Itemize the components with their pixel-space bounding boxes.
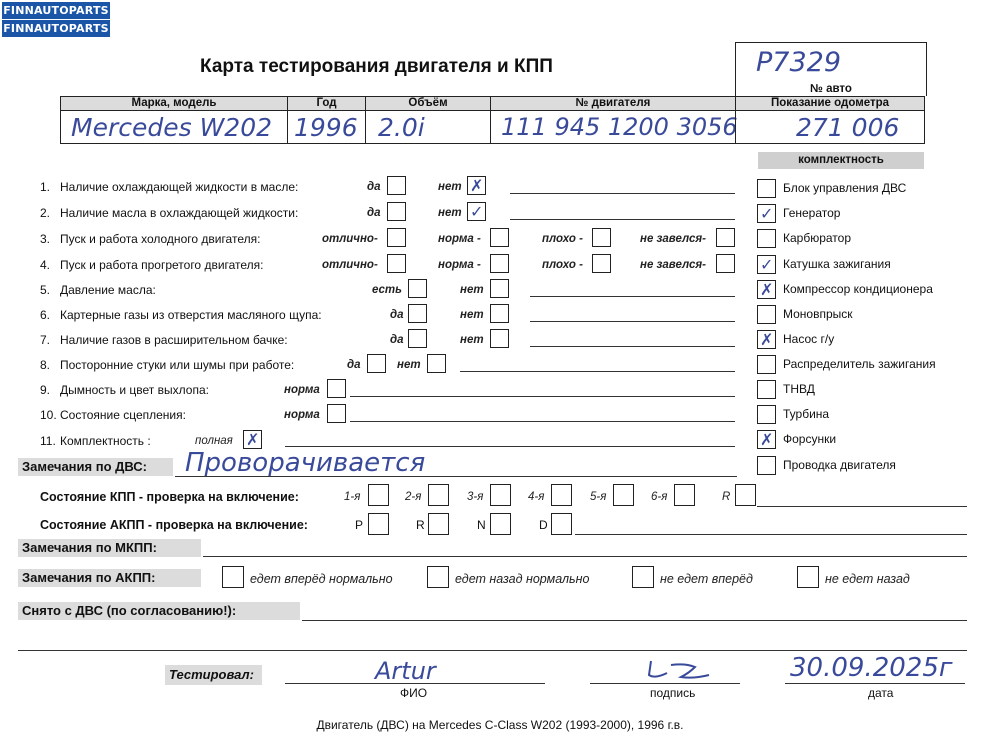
check-2-opt-no: нет (438, 207, 462, 219)
gear-label-1: 1-я (344, 491, 361, 503)
auto-gearbox-label: Состояние АКПП - проверка на включение: (40, 518, 308, 532)
compl-box-10[interactable] (757, 405, 776, 424)
compl-label-7: Насос г/у (783, 332, 835, 346)
check-num-8: 8. (40, 358, 51, 372)
manual-gearbox-line (757, 506, 967, 507)
cell-engine-no (490, 110, 736, 144)
check-1-line (510, 193, 735, 194)
gear-label-6: 6-я (651, 491, 668, 503)
compl-label-9: ТНВД (783, 382, 815, 396)
date-caption: дата (868, 686, 894, 700)
compl-label-8: Распределитель зажигания (783, 357, 936, 371)
check-text-3: Пуск и работа холодного двигателя: (60, 232, 261, 246)
akpp-box-2[interactable] (427, 566, 449, 588)
check-5-yes-box[interactable] (408, 279, 427, 298)
check-text-11: Комплектность : (60, 434, 151, 448)
gear-label-5: 5-я (590, 491, 607, 503)
compl-box-5[interactable] (757, 280, 776, 299)
akpp-remarks-label: Замечания по АКПП: (18, 569, 201, 587)
compl-box-3[interactable] (757, 229, 776, 248)
check-3-box-3[interactable] (592, 228, 611, 247)
check-num-6: 6. (40, 308, 51, 322)
check-num-1: 1. (40, 180, 51, 194)
check-num-9: 9. (40, 383, 51, 397)
tester-name-value: Artur (375, 657, 436, 685)
check-4-opt-3: плохо - (542, 259, 583, 271)
compl-box-8[interactable] (757, 355, 776, 374)
check-text-5: Давление масла: (60, 283, 156, 297)
check-5-opt-yes: есть (372, 284, 402, 296)
check-num-11: 11. (40, 434, 56, 448)
check-3-box-4[interactable] (716, 228, 735, 247)
compl-box-7[interactable] (757, 330, 776, 349)
engine-remarks-label: Замечания по ДВС: (18, 458, 173, 476)
mkpp-remarks-line (203, 556, 967, 557)
check-7-no-box[interactable] (490, 329, 509, 348)
compl-box-2[interactable] (757, 204, 776, 223)
check-8-opt-no: нет (397, 359, 421, 371)
compl-box-6[interactable] (757, 305, 776, 324)
compl-box-1[interactable] (757, 179, 776, 198)
car-number-box (735, 42, 927, 83)
compl-label-1: Блок управления ДВС (783, 181, 907, 195)
check-num-7: 7. (40, 333, 51, 347)
compl-box-12[interactable] (757, 456, 776, 475)
check-7-line (530, 346, 735, 347)
check-4-box-1[interactable] (387, 254, 406, 273)
photo-caption: Двигатель (ДВС) на Mercedes C-Class W202 (1993-2000), 1996 г.в. (316, 718, 684, 732)
gear-label-r: R (722, 491, 731, 503)
akpp-opt-2: едет назад нормально (455, 572, 590, 586)
watermark-logo-2: FINNAUTOPARTS (3, 22, 109, 35)
model-value: Mercedes W202 (71, 113, 273, 142)
col-odometer: Показание одометра (735, 96, 925, 111)
gear-box-r[interactable] (735, 484, 756, 506)
check-text-7: Наличие газов в расширительном бачке: (60, 333, 288, 347)
auto-gear-label-d: D (539, 518, 548, 532)
check-mark-icon: ✗ (760, 280, 774, 299)
akpp-box-1[interactable] (222, 566, 244, 588)
check-num-2: 2. (40, 206, 51, 220)
compl-label-4: Катушка зажигания (783, 257, 891, 271)
check-2-no-box[interactable] (467, 202, 486, 221)
check-2-line (510, 219, 735, 220)
check-num-10: 10. (40, 408, 57, 422)
cell-year (287, 110, 366, 144)
removed-line-2 (18, 650, 967, 651)
gear-label-3: 3-я (467, 491, 484, 503)
check-7-yes-box[interactable] (408, 329, 427, 348)
date-value: 30.09.2025г (790, 653, 953, 683)
auto-gear-box-n[interactable] (490, 513, 511, 535)
check-text-1: Наличие охлаждающей жидкости в масле: (60, 180, 299, 194)
check-8-opt-yes: да (347, 359, 361, 371)
auto-gear-label-r: R (416, 518, 425, 532)
odometer-value: 271 006 (796, 113, 900, 142)
auto-gear-label-p: P (355, 518, 364, 532)
compl-label-5: Компрессор кондиционера (783, 282, 933, 296)
gear-box-5[interactable] (613, 484, 634, 506)
col-volume: Объём (365, 96, 491, 111)
check-1-yes-box[interactable] (387, 176, 406, 195)
gear-box-4[interactable] (551, 484, 572, 506)
check-num-5: 5. (40, 283, 51, 297)
signature-caption: подпись (650, 686, 696, 700)
check-6-yes-box[interactable] (408, 304, 427, 323)
check-8-no-box[interactable] (427, 354, 446, 373)
removed-line-1 (302, 620, 967, 621)
check-1-opt-no: нет (438, 181, 462, 193)
check-6-opt-yes: да (390, 309, 404, 321)
check-2-opt-yes: да (367, 207, 381, 219)
check-mark-icon: ✗ (470, 176, 484, 195)
check-num-3: 3. (40, 232, 51, 246)
check-4-box-3[interactable] (592, 254, 611, 273)
check-5-no-box[interactable] (490, 279, 509, 298)
manual-gearbox-label: Состояние КПП - проверка на включение: (40, 490, 299, 504)
check-text-10: Состояние сцепления: (60, 408, 186, 422)
mkpp-remarks-label: Замечания по МКПП: (18, 539, 201, 557)
col-engine-no: № двигателя (490, 96, 736, 111)
cell-model (60, 110, 288, 144)
auto-gearbox-line (575, 534, 967, 535)
check-2-yes-box[interactable] (387, 202, 406, 221)
date-line (785, 683, 965, 684)
engine-remarks-value: Проворачивается (185, 448, 426, 478)
check-10-box[interactable] (327, 404, 346, 423)
check-10-opt: норма (284, 409, 320, 421)
check-4-opt-2: норма - (438, 259, 481, 271)
check-3-opt-2: норма - (438, 233, 481, 245)
check-mark-icon: ✗ (246, 430, 260, 449)
check-mark-icon: ✗ (760, 330, 774, 349)
check-4-box-2[interactable] (490, 254, 509, 273)
auto-gear-box-r[interactable] (428, 513, 449, 535)
removed-label: Снято с ДВС (по согласованию!): (18, 602, 300, 620)
check-5-opt-no: нет (460, 284, 484, 296)
check-1-opt-yes: да (367, 181, 381, 193)
auto-gear-box-p[interactable] (368, 513, 389, 535)
auto-gear-box-d[interactable] (551, 513, 572, 535)
cell-odometer (735, 110, 925, 144)
check-10-line (350, 421, 735, 422)
check-6-opt-no: нет (460, 309, 484, 321)
check-11-opt: полная (195, 435, 233, 447)
car-number-label: № авто (735, 82, 927, 96)
compl-label-10: Турбина (783, 407, 830, 421)
compl-label-2: Генератор (783, 206, 841, 220)
year-value: 1996 (294, 113, 358, 142)
akpp-opt-4: не едет назад (825, 572, 910, 586)
check-mark-icon: ✓ (470, 202, 484, 221)
check-mark-icon: ✗ (760, 430, 774, 449)
engine-remarks-line (175, 476, 737, 477)
check-7-opt-yes: да (390, 334, 404, 346)
check-6-line (530, 321, 735, 322)
page-title: Карта тестирования двигателя и КПП (200, 56, 553, 77)
gear-box-2[interactable] (428, 484, 449, 506)
check-11-line (285, 446, 735, 447)
check-mark-icon: ✓ (760, 255, 774, 274)
check-4-box-4[interactable] (716, 254, 735, 273)
check-4-opt-1: отлично- (322, 259, 378, 271)
check-4-opt-4: не завелся- (640, 259, 706, 271)
col-year: Год (287, 96, 366, 111)
check-text-2: Наличие масла в охлаждающей жидкости: (60, 206, 299, 220)
signature (645, 655, 725, 690)
signature-line (590, 683, 740, 684)
name-line (285, 683, 545, 684)
gear-label-2: 2-я (405, 491, 422, 503)
compl-box-4[interactable] (757, 255, 776, 274)
check-text-4: Пуск и работа прогретого двигателя: (60, 258, 264, 272)
name-caption: ФИО (400, 686, 428, 700)
check-7-opt-no: нет (460, 334, 484, 346)
compl-label-6: Моновпрыск (783, 307, 853, 321)
check-text-8: Посторонние стуки или шумы при работе: (60, 358, 295, 372)
check-9-line (350, 396, 735, 397)
completeness-header: комплектность (758, 152, 924, 169)
auto-gear-label-n: N (477, 518, 486, 532)
akpp-opt-1: едет вперёд нормально (250, 572, 393, 586)
check-3-opt-4: не завелся- (640, 233, 706, 245)
gear-box-6[interactable] (674, 484, 695, 506)
check-6-no-box[interactable] (490, 304, 509, 323)
check-text-6: Картерные газы из отверстия масляного щупа: (60, 308, 322, 322)
compl-label-3: Карбюратор (783, 231, 852, 245)
car-number-value: Р7329 (756, 47, 841, 78)
signature-icon (645, 655, 725, 685)
gear-box-1[interactable] (368, 484, 389, 506)
check-8-yes-box[interactable] (367, 354, 386, 373)
akpp-box-3[interactable] (632, 566, 654, 588)
watermark-logo: FINNAUTOPARTS (3, 4, 109, 17)
compl-label-12: Проводка двигателя (783, 458, 896, 472)
check-11-box[interactable] (243, 430, 262, 449)
check-mark-icon: ✓ (760, 204, 774, 223)
col-model: Марка, модель (60, 96, 288, 111)
tested-label: Тестировал: (165, 665, 262, 685)
gear-label-4: 4-я (528, 491, 545, 503)
compl-box-11[interactable] (757, 430, 776, 449)
check-8-line (460, 371, 735, 372)
check-num-4: 4. (40, 258, 51, 272)
akpp-opt-3: не едет вперёд (660, 572, 753, 586)
check-1-no-box[interactable] (467, 176, 486, 195)
compl-box-9[interactable] (757, 380, 776, 399)
check-9-opt: норма (284, 384, 320, 396)
check-3-box-1[interactable] (387, 228, 406, 247)
check-3-opt-1: отлично- (322, 233, 378, 245)
check-5-line (530, 296, 735, 297)
check-3-box-2[interactable] (490, 228, 509, 247)
engine-no-value: 111 945 1200 3056 (501, 113, 738, 141)
check-9-box[interactable] (327, 379, 346, 398)
cell-volume (365, 110, 491, 144)
akpp-box-4[interactable] (797, 566, 819, 588)
volume-value: 2.0i (378, 113, 425, 142)
compl-label-11: Форсунки (783, 432, 837, 446)
check-text-9: Дымность и цвет выхлопа: (60, 383, 209, 397)
gear-box-3[interactable] (490, 484, 511, 506)
check-3-opt-3: плохо - (542, 233, 583, 245)
